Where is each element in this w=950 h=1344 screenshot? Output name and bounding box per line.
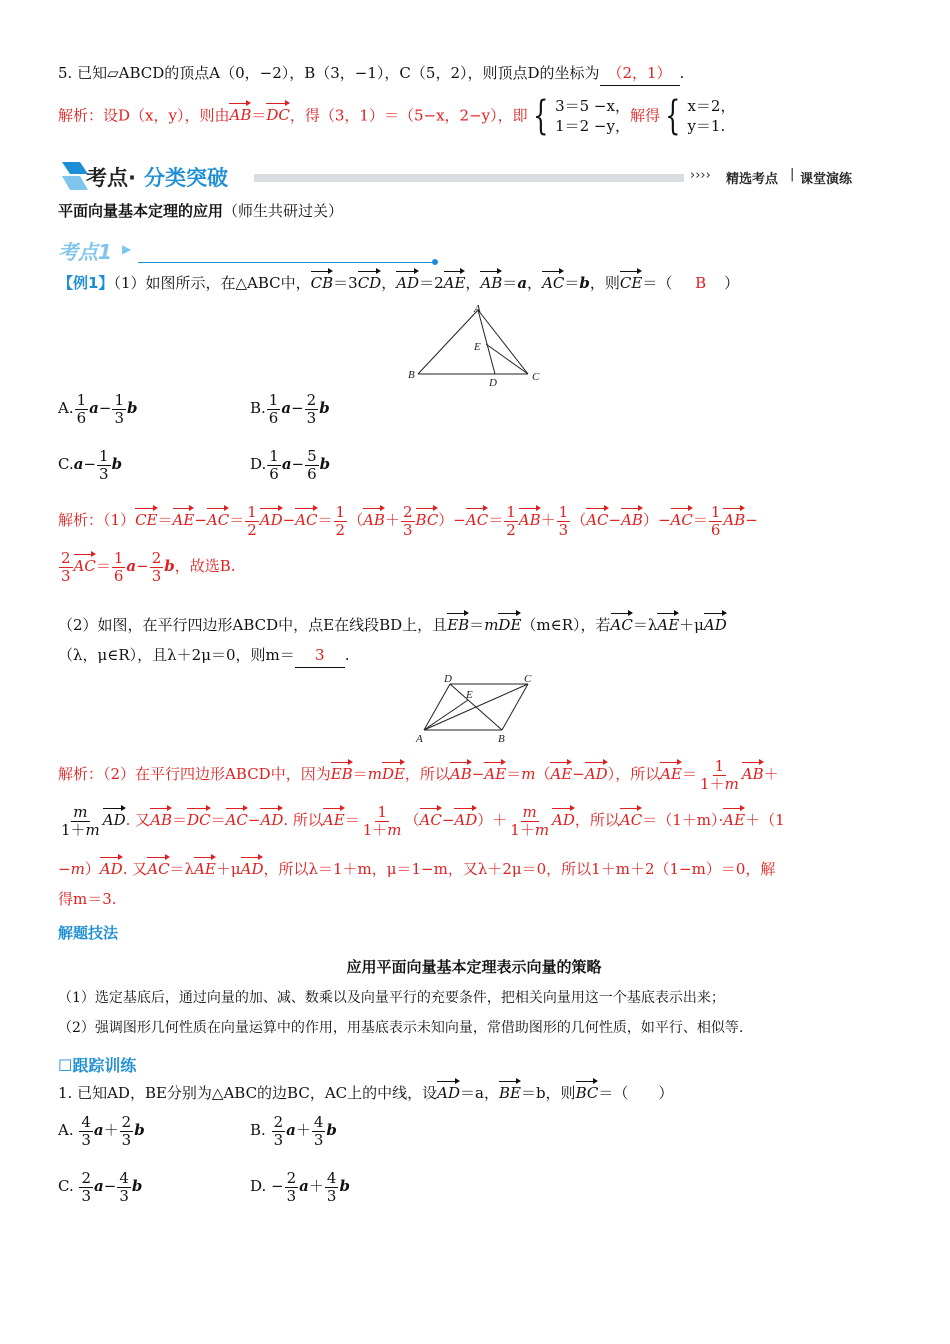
ex1-solution-1: 解析：（1）CE＝AE−AC＝ $\frac{1}{2}$ AD−AC＝ $\frac{1}{2}$ （AB＋ $\frac{2}{3}$ BC）−AC＝ $\frac{1}{2}$ AB＋ $\frac{1}{3}$ （AC−AB）−AC＝ $\frac{1}{6}$ AB−	[58, 503, 758, 539]
fig2-label-B: B	[498, 733, 505, 745]
ex1-solution-1-cont: $\frac{2}{3}$ AC＝ $\frac{1}{6}$ a− $\frac{2}{3}$ b，故选B.	[61, 549, 236, 585]
section-title: 平面向量基本定理的应用（师生共研过关）	[58, 202, 344, 220]
tracking-label: ☐跟踪训练	[58, 1056, 137, 1075]
fig1-label-D: D	[489, 377, 497, 389]
section-banner: 考点· 分类突破 ›››› 精选考点 | 课堂演练	[58, 160, 858, 194]
fig2-label-A: A	[416, 733, 423, 745]
method-line-2: （2）强调图形几何性质在向量运算中的作用，用基底表示未知向量，常借助图形的几何性质，如平行、相似等.	[58, 1020, 744, 1036]
fig1-label-C: C	[532, 371, 540, 383]
ex1-option-a[interactable]: A. $\frac{1}{6}$ a− $\frac{1}{3}$ b	[58, 391, 138, 427]
fig2-label-C: C	[524, 673, 532, 685]
method-label: 解题技法	[58, 924, 119, 942]
ex1-solution-2-cont2: −m）AD. 又AC＝λAE＋μAD，所以λ＝1＋m，μ＝1−m，又λ＋2μ＝0，所以1＋m＋2（1−m）＝0，解	[58, 856, 890, 881]
method-title: 应用平面向量基本定理表示向量的策略	[346, 958, 602, 976]
parallelogram-figure	[410, 672, 550, 748]
track-option-b[interactable]: B. $\frac{2}{3}$ a＋ $\frac{4}{3}$ b	[250, 1113, 337, 1149]
ex1-part2-answer: 3	[295, 644, 345, 668]
fig1-label-E: E	[474, 341, 481, 353]
ex1-solution-2-cont1: $\frac{m}{1+m}$ AD. 又AB＝DC＝AC−AD. 所以AE＝ $\frac{1}{1+m}$ （AC−AD）＋ $\frac{m}{1+m}$ AD，所以AC＝（1＋m）·AE＋（1	[61, 803, 785, 839]
q5-stem: 5. 已知▱ABCD的顶点A（0，−2），B（3，−1），C（5，2），则顶点D的坐标为 （2，1） .	[58, 62, 890, 86]
track-option-d[interactable]: D. − $\frac{2}{3}$ a＋ $\frac{4}{3}$ b	[250, 1169, 350, 1205]
kaodian-label: 考点1 ▶	[58, 236, 438, 266]
q5-answer: （2，1）	[600, 62, 680, 86]
ex1-part2: （2）如图，在平行四边形ABCD中，点E在线段BD上，且EB＝mDE（m∈R），若AC＝λAE＋μAD	[58, 612, 890, 637]
ex1-solution-2-cont3: 得m＝3.	[58, 890, 117, 908]
ex1-option-d[interactable]: D. $\frac{1}{6}$ a− $\frac{5}{6}$ b	[250, 447, 331, 483]
method-line-1: （1）选定基底后，通过向量的加、减、数乘以及向量平行的充要条件，把相关向量用这一个基底表示出来；	[58, 990, 725, 1006]
q5-system-2: { x＝2， y＝1.	[665, 93, 736, 140]
ex1-solution-2: 解析：（2）在平行四边形ABCD中，因为EB＝mDE，所以AB−AE＝m（AE−AD），所以AE＝ $\frac{1}{1+m}$ AB＋	[58, 757, 779, 793]
fig2-label-E: E	[466, 689, 473, 701]
track-option-a[interactable]: A. $\frac{4}{3}$ a＋ $\frac{2}{3}$ b	[58, 1113, 145, 1149]
fig2-label-D: D	[444, 673, 452, 685]
q5-system-1: { 3＝5 −x， 1＝2 −y，	[532, 93, 630, 140]
q5-solution: 解析：设D（x，y），则由AB＝DC，得（3，1）＝（5−x，2−y），即 { 3＝5 −x， 1＝2 −y， 解得 { x＝2， y＝1.	[58, 93, 736, 140]
fig1-label-B: B	[408, 369, 415, 381]
ex1-option-c[interactable]: C.a− $\frac{1}{3}$ b	[58, 447, 123, 483]
fig1-label-A: A	[474, 303, 481, 315]
ex1-option-b[interactable]: B. $\frac{1}{6}$ a− $\frac{2}{3}$ b	[250, 391, 330, 427]
ex1-part2-cont: （λ，μ∈R），且λ＋2μ＝0，则m＝ 3 .	[58, 644, 890, 668]
ex1-part1: 【例1】（1）如图所示，在△ABC中，CB＝3CD，AD＝2AE，AB＝a，AC＝b，则CE＝（ B ）	[58, 270, 890, 295]
banner-bar	[254, 174, 684, 182]
triangle-figure	[400, 300, 550, 390]
track-q1: 1. 已知AD，BE分别为△ABC的边BC，AC上的中线，设AD＝a，BE＝b，则BC＝（ ）	[58, 1080, 890, 1105]
track-option-c[interactable]: C. $\frac{2}{3}$ a− $\frac{4}{3}$ b	[58, 1169, 143, 1205]
